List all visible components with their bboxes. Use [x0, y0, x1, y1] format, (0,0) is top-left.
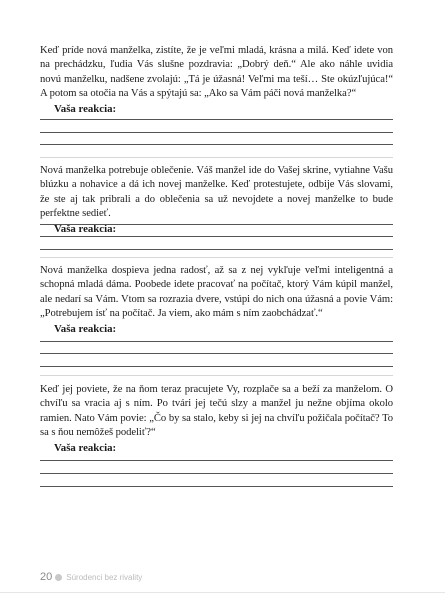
section-divider-3 [40, 375, 393, 376]
scenario-section-3 [40, 264, 393, 336]
answer-line-3b[interactable] [40, 353, 393, 354]
scenario-section-4 [40, 383, 393, 455]
answer-line-4c[interactable] [40, 486, 393, 487]
answer-line-1c[interactable] [40, 144, 393, 145]
answer-line-4b[interactable] [40, 473, 393, 474]
answer-line-1a[interactable] [40, 119, 393, 120]
section-divider-2 [40, 257, 393, 258]
answer-line-2c[interactable] [40, 249, 393, 250]
page-number: 20 [40, 571, 53, 583]
scenario-text-2: Nová manželka potrebuje oblečenie. Váš manžel ide do Vašej skrine, vytiahne Vašu blúzku a nohavice a dá ich novej manželke. Keď protestujete, odbije Vás slovami, že ste aj tak pribrali a do oblečenia sa už nevojdete a novej manželke to bude perfektne sedieť. [40, 165, 393, 220]
section-divider-1 [40, 157, 393, 158]
reaction-label-4: Vaša reakcia: [54, 441, 117, 454]
running-title: Súrodenci bez rivality [66, 572, 143, 582]
footer-dot-icon [55, 574, 62, 581]
answer-line-2b[interactable] [40, 236, 393, 237]
answer-line-2a[interactable] [40, 224, 393, 225]
bottom-rule [0, 592, 445, 593]
answer-line-3a[interactable] [40, 341, 393, 342]
scenario-text-4: Keď jej poviete, že na ňom teraz pracujete Vy, rozplače sa a beží za manželom. O chvíľu sa vracia aj s ním. Po tvári jej tečú slzy a manžel ju nežne objíma okolo ramien. Nato Vám povie: „Čo by sa stalo, keby si jej na chvíľu požičala počítač? To sa s ňou nemôžeš podeliť?“ [40, 384, 393, 439]
scenario-text-1: Keď príde nová manželka, zistíte, že je veľmi mladá, krásna a milá. Keď idete von na prechádzku, ľudia Vás slušne pozdravia: „Dobrý deň.“ Ale ako náhle uvidia novú manželku, nadšene zvolajú: „Tá je úžasná! Veľmi ma teší… Ste okúzľujúca!“ A potom sa otočia na Vás a spýtajú sa: „Ako sa Vám páči nová manželka?“ [40, 45, 393, 100]
scenario-text-3: Nová manželka dospieva jedna radosť, až sa z nej vykľuje veľmi inteligentná a schopná mladá dáma. Poobede idete pracovať na počítač, ktorý Vám kúpil manžel, ale nedarí sa Vám. Vtom sa rozrazia dvere, vstúpi do nich ona úžasná a povie Vám: „Potrebujem ísť na počítač. Ja viem, ako mám s ním zaobchádzať.“ [40, 265, 393, 320]
answer-line-3c[interactable] [40, 366, 393, 367]
answer-line-4a[interactable] [40, 460, 393, 461]
answer-line-1b[interactable] [40, 132, 393, 133]
reaction-label-3: Vaša reakcia: [54, 322, 117, 335]
page-footer [40, 571, 142, 583]
scenario-section-1 [40, 44, 393, 116]
reaction-label-2: Vaša reakcia: [54, 222, 117, 235]
reaction-label-1: Vaša reakcia: [54, 102, 117, 115]
